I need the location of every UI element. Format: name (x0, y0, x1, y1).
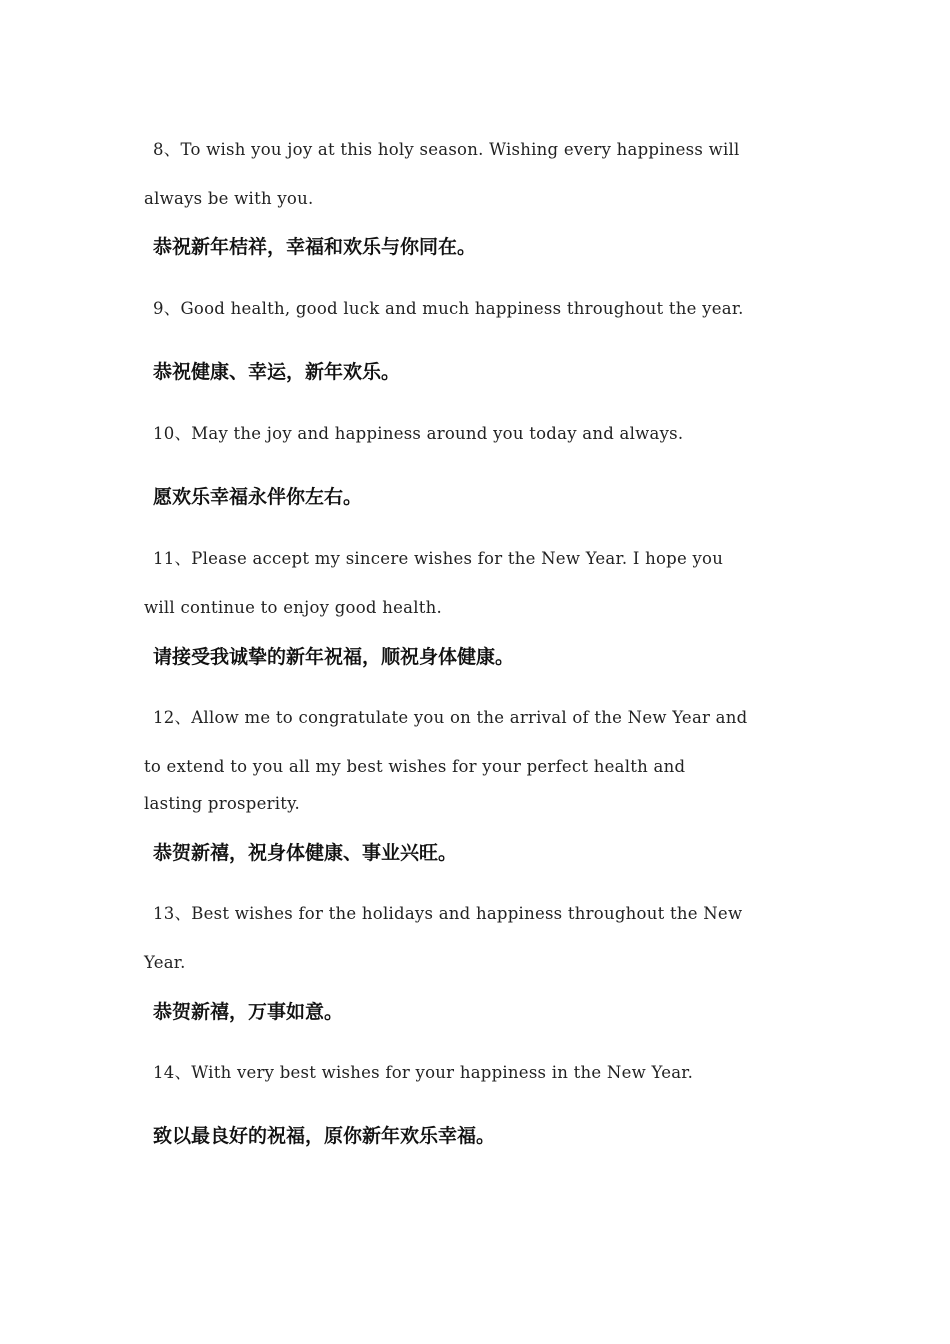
wish-12-chinese: 恭贺新禧，祝身体健康、事业兴旺。 (153, 842, 458, 864)
wish-13-english-line-2: Year. (144, 953, 186, 972)
wish-12-english-line-2: to extend to you all my best wishes for your perfect health and (144, 757, 686, 776)
wish-11-english-line-1: 11、Please accept my sincere wishes for the New Year. I hope you (153, 549, 724, 568)
wish-13-chinese: 恭贺新禧，万事如意。 (153, 1001, 344, 1023)
wish-10-english-line-1: 10、May the joy and happiness around you today and always. (153, 424, 684, 443)
wish-10-chinese: 愿欢乐幸福永伴你左右。 (153, 486, 363, 508)
wish-8-chinese: 恭祝新年桔祥，幸福和欢乐与你同在。 (153, 236, 477, 258)
wish-14-english-line-1: 14、With very best wishes for your happiness in the New Year. (153, 1063, 694, 1082)
wish-12-english-line-3: lasting prosperity. (144, 794, 301, 813)
wish-9-chinese: 恭祝健康、幸运，新年欢乐。 (153, 361, 401, 383)
wish-12-english-line-1: 12、Allow me to congratulate you on the arrival of the New Year and (153, 708, 748, 727)
wish-11-english-line-2: will continue to enjoy good health. (144, 598, 442, 617)
wish-9-english-line-1: 9、Good health, good luck and much happiness throughout the year. (153, 299, 744, 318)
wish-8-english-line-2: always be with you. (144, 189, 314, 208)
wish-14-chinese: 致以最良好的祝福，原你新年欢乐幸福。 (153, 1125, 496, 1147)
wish-8-english-line-1: 8、To wish you joy at this holy season. Wishing every happiness will (153, 140, 740, 159)
wish-13-english-line-1: 13、Best wishes for the holidays and happiness throughout the New (153, 904, 743, 923)
wish-11-chinese: 请接受我诚挚的新年祝福，顺祝身体健康。 (153, 646, 515, 668)
